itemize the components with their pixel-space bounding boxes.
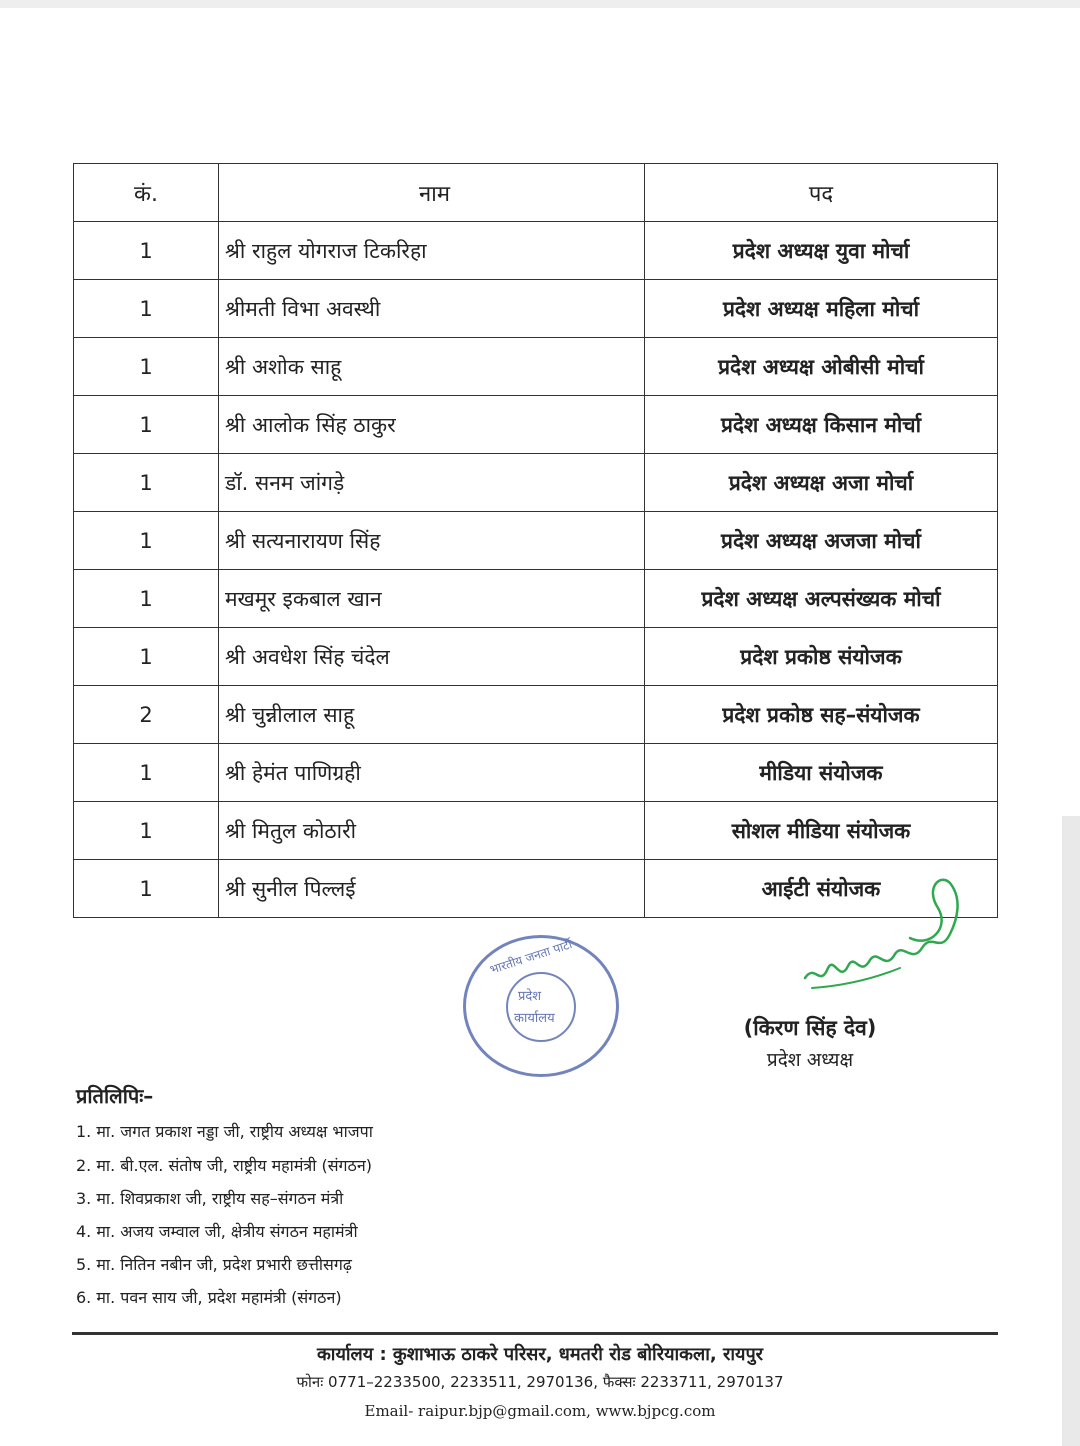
seal-line1: प्रदेश <box>518 989 542 1004</box>
footer-divider <box>72 1332 998 1335</box>
table-row <box>74 686 998 744</box>
row-name: श्री अवधेश सिंह चंदेल <box>219 628 645 686</box>
footer-address: कार्यालय : कुशाभाऊ ठाकरे परिसर, धमतरी रोड बोरियाकला, रायपुर <box>316 1344 764 1365</box>
row-post: प्रदेश अध्यक्ष किसान मोर्चा <box>645 396 998 454</box>
table-row <box>74 570 998 628</box>
row-name: श्रीमती विभा अवस्थी <box>219 280 645 338</box>
signature-image <box>800 868 970 1008</box>
row-serial: 1 <box>74 280 219 338</box>
row-serial: 2 <box>74 686 219 744</box>
row-serial: 1 <box>74 512 219 570</box>
page-top-edge <box>0 0 1080 8</box>
row-post: प्रदेश अध्यक्ष अजजा मोर्चा <box>645 512 998 570</box>
header-name: नाम <box>219 164 645 222</box>
row-name: श्री सत्यनारायण सिंह <box>219 512 645 570</box>
table-row <box>74 280 998 338</box>
appointment-table <box>73 163 998 918</box>
row-post: प्रदेश अध्यक्ष महिला मोर्चा <box>645 280 998 338</box>
signer-designation: प्रदेश अध्यक्ष <box>766 1049 854 1071</box>
row-post: प्रदेश प्रकोष्ठ संयोजक <box>645 628 998 686</box>
row-post: मीडिया संयोजक <box>645 744 998 802</box>
footer-contact: Email- raipur.bjp@gmail.com, www.bjpcg.com <box>364 1402 716 1420</box>
copy-item: 1. मा. जगत प्रकाश नड्डा जी, राष्ट्रीय अध्यक्ष भाजपा <box>76 1122 373 1141</box>
row-serial: 1 <box>74 454 219 512</box>
copy-to-heading: प्रतिलिपिः– <box>76 1084 154 1108</box>
signer-name: (किरण सिंह देव) <box>743 1016 877 1040</box>
table-row <box>74 222 998 280</box>
header-serial: कं. <box>74 164 219 222</box>
row-post: प्रदेश अध्यक्ष अल्पसंख्यक मोर्चा <box>645 570 998 628</box>
seal-org-text: भारतीय जनता पार्टी <box>488 937 574 977</box>
seal-line2: कार्यालय <box>514 1011 555 1026</box>
copy-item: 4. मा. अजय जम्वाल जी, क्षेत्रीय संगठन महामंत्री <box>76 1222 358 1241</box>
copy-item: 3. मा. शिवप्रकाश जी, राष्ट्रीय सह–संगठन मंत्री <box>76 1189 344 1208</box>
copy-item: 6. मा. पवन साय जी, प्रदेश महामंत्री (संगठन) <box>76 1288 342 1307</box>
table-header-row <box>74 164 998 222</box>
row-serial: 1 <box>74 628 219 686</box>
row-serial: 1 <box>74 860 219 918</box>
table-row <box>74 512 998 570</box>
row-serial: 1 <box>74 396 219 454</box>
row-name: श्री हेमंत पाणिग्रही <box>219 744 645 802</box>
row-name: मखमूर इकबाल खान <box>219 570 645 628</box>
table-row <box>74 338 998 396</box>
row-serial: 1 <box>74 222 219 280</box>
table-row <box>74 454 998 512</box>
row-name: श्री चुन्नीलाल साहू <box>219 686 645 744</box>
copy-item: 5. मा. नितिन नबीन जी, प्रदेश प्रभारी छत्तीसगढ़ <box>76 1255 352 1274</box>
row-name: श्री अशोक साहू <box>219 338 645 396</box>
office-seal-stamp <box>463 935 619 1077</box>
row-name: श्री सुनील पिल्लई <box>219 860 645 918</box>
row-serial: 1 <box>74 802 219 860</box>
row-post: आईटी संयोजक <box>645 860 998 918</box>
row-name: श्री मितुल कोठारी <box>219 802 645 860</box>
row-name: डॉ. सनम जांगड़े <box>219 454 645 512</box>
row-post: प्रदेश प्रकोष्ठ सह–संयोजक <box>645 686 998 744</box>
seal-inner-ring <box>506 972 576 1042</box>
row-post: प्रदेश अध्यक्ष ओबीसी मोर्चा <box>645 338 998 396</box>
footer-phones: फोनः 0771–2233500, 2233511, 2970136, फैक्सः 2233711, 2970137 <box>296 1373 784 1391</box>
table-row <box>74 628 998 686</box>
row-post: प्रदेश अध्यक्ष युवा मोर्चा <box>645 222 998 280</box>
row-serial: 1 <box>74 338 219 396</box>
table-row <box>74 802 998 860</box>
row-serial: 1 <box>74 570 219 628</box>
row-name: श्री आलोक सिंह ठाकुर <box>219 396 645 454</box>
row-post: सोशल मीडिया संयोजक <box>645 802 998 860</box>
header-post: पद <box>645 164 998 222</box>
row-serial: 1 <box>74 744 219 802</box>
row-post: प्रदेश अध्यक्ष अजा मोर्चा <box>645 454 998 512</box>
row-name: श्री राहुल योगराज टिकरिहा <box>219 222 645 280</box>
table-row <box>74 744 998 802</box>
copy-item: 2. मा. बी.एल. संतोष जी, राष्ट्रीय महामंत्री (संगठन) <box>76 1156 372 1175</box>
table-row <box>74 396 998 454</box>
